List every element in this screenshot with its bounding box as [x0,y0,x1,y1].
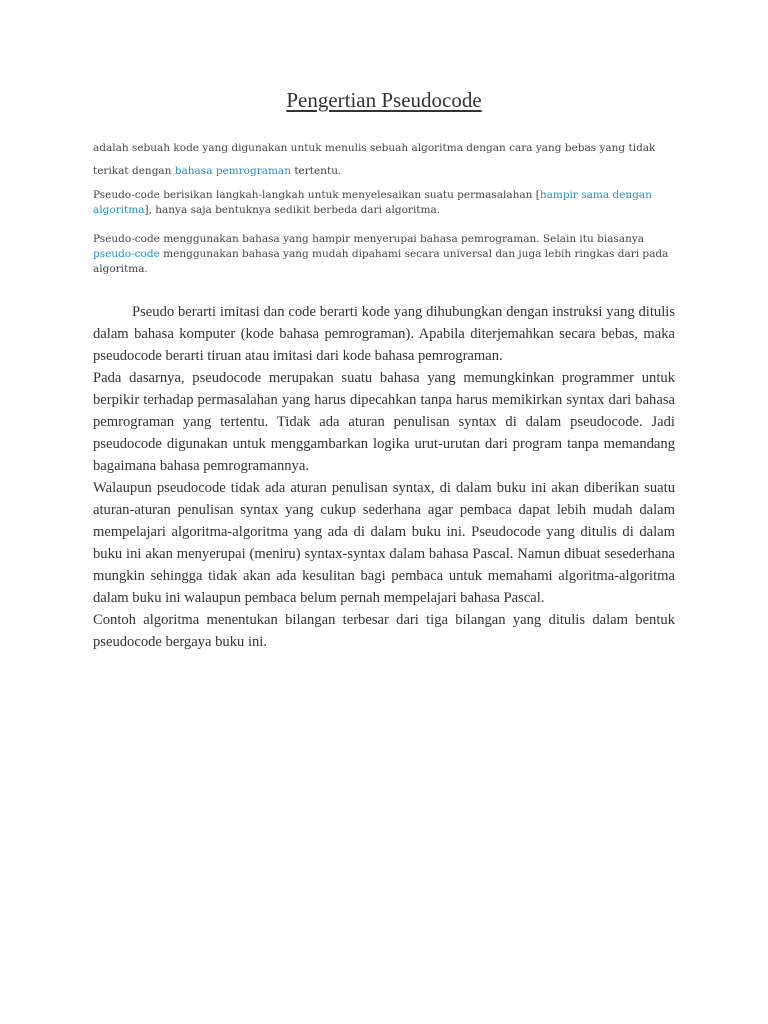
link-bahasa-pemrograman[interactable]: bahasa pemrograman [174,165,291,177]
intro-paragraph-1-text-before: adalah sebuah kode yang digunakan untuk menulis sebuah algoritma dengan cara yang bebas yang tidak terikat dengan [93,142,656,177]
intro-paragraph-2-text-after: ], hanya saja bentuknya sedikit berbeda dari algoritma. [144,204,441,216]
intro-paragraph-3-text-before: Pseudo-code menggunakan bahasa yang hampir menyerupai bahasa pemrograman. Selain itu biasanya [93,233,645,245]
link-hampir-sama-dengan-algoritma[interactable]: hampir sama dengan algoritma [93,189,652,216]
intro-paragraph-3-text-after: menggunakan bahasa yang mudah dipahami secara universal dan juga lebih ringkas dari pada algoritma. [93,248,669,275]
body-paragraph-2: Pada dasarnya, pseudocode merupakan suatu bahasa yang memungkinkan programmer untuk berpikir terhadap permasalahan yang harus dipecahkan tanpa harus memikirkan syntax dari bahasa pemrograman yang tertentu. Tidak ada aturan penulisan syntax di dalam pseudocode. Jadi pseudocode digunakan untuk menggambarkan logika urut-urutan dari program tanpa memandang bagaimana bahasa pemrogramannya. [93,370,675,474]
body-text [93,301,675,653]
link-pseudo-code[interactable]: pseudo-code [93,248,160,260]
intro-paragraph-2 [93,188,675,218]
intro-paragraph-3 [93,232,675,277]
body-paragraph-3: Walaupun pseudocode tidak ada aturan penulisan syntax, di dalam buku ini akan diberikan suatu aturan-aturan penulisan syntax yang cukup sederhana agar pembaca dapat lebih mudah dalam mempelajari algoritma-algoritma yang ada di dalam buku ini. Pseudocode yang ditulis di dalam buku ini akan menyerupai (meniru) syntax-syntax dalam bahasa Pascal. Namun dibuat sesederhana mungkin sehingga tidak akan ada kesulitan bagi pembaca untuk memahami algoritma-algoritma dalam buku ini walaupun pembaca belum pernah mempelajari bahasa Pascal. [93,480,675,606]
body-paragraph-1: Pseudo berarti imitasi dan code berarti kode yang dihubungkan dengan instruksi yang ditulis dalam bahasa komputer (kode bahasa pemrograman). Apabila diterjemahkan secara bebas, maka pseudocode berarti tiruan atau imitasi dari kode bahasa pemrograman. [93,304,675,364]
intro-paragraph-2-text-before: Pseudo-code berisikan langkah-langkah untuk menyelesaikan suatu permasalahan [ [93,189,540,201]
intro-paragraph-1 [93,137,675,183]
page-title: Pengertian Pseudocode [286,88,482,112]
body-paragraph-4: Contoh algoritma menentukan bilangan terbesar dari tiga bilangan yang ditulis dalam bentuk pseudocode bergaya buku ini. [93,612,675,650]
intro-paragraph-1-text-after: tertentu. [290,165,342,177]
